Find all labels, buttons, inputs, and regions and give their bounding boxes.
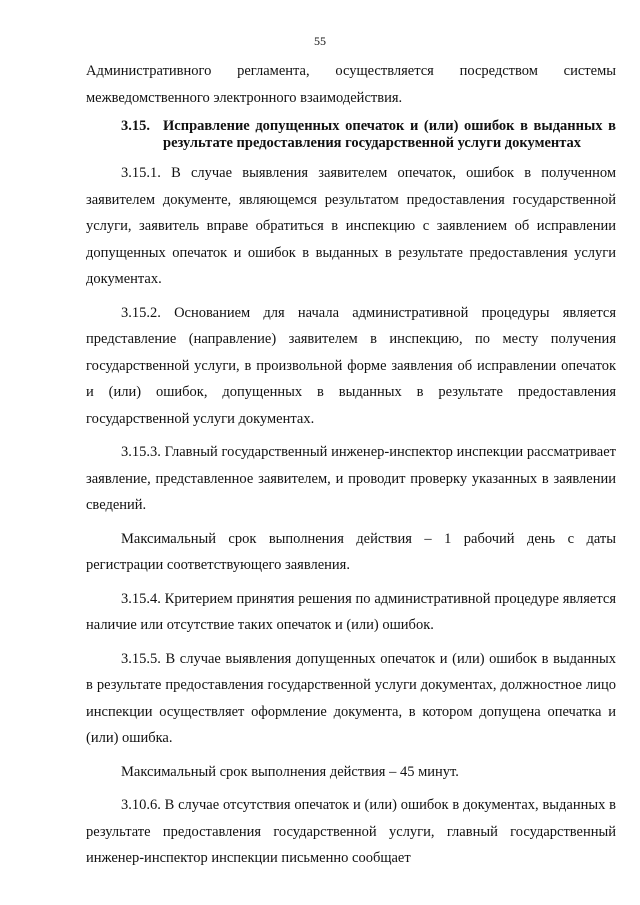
page-number: 55 xyxy=(314,34,326,48)
paragraph-3-15-1: 3.15.1. В случае выявления заявителем опечаток, ошибок в полученном заявителем документе, являющемся результатом предоставления государственной услуги, заявитель вправе обратиться в инспекцию с заявлением об исправлении допущенных опечаток и ошибок в выданных в результате предоставления услуги документах. xyxy=(86,165,616,287)
paragraph-max-time-2: Максимальный срок выполнения действия – 45 минут. xyxy=(121,763,459,780)
paragraph-continuation: Административного регламента, осуществляется посредством системы межведомственного электронного взаимодействия. xyxy=(86,63,616,106)
paragraph-3-10-6: 3.10.6. В случае отсутствия опечаток и (или) ошибок в документах, выданных в результате предоставления государственной услуги, главный государственный инженер-инспектор инспекции письменно сообщает xyxy=(86,797,616,866)
paragraph-3-15-3: 3.15.3. Главный государственный инженер-инспектор инспекции рассматривает заявление, представленное заявителем, и проводит проверку указанных в заявлении сведений. xyxy=(86,444,616,513)
paragraph-3-15-2: 3.15.2. Основанием для начала административной процедуры является представление (направление) заявителем в инспекцию, по месту получения государственной услуги, в произвольной форме заявления об исправлении опечаток и (или) ошибок, допущенных в выданных в результате предоставления государственной услуги документах. xyxy=(86,304,616,427)
section-title: Исправление допущенных опечаток и (или) ошибок в выданных в результате предоставления государственной услуги документах xyxy=(163,118,616,151)
paragraph-3-15-5: 3.15.5. В случае выявления допущенных опечаток и (или) ошибок в выданных в результате предоставления государственной услуги документах, должностное лицо инспекции осуществляет оформление документа, в котором допущена опечатка и (или) ошибка. xyxy=(86,650,616,746)
paragraph-3-15-4: 3.15.4. Критерием принятия решения по административной процедуре является наличие или отсутствие таких опечаток и (или) ошибок. xyxy=(86,590,616,633)
section-number: 3.15. xyxy=(121,118,150,134)
document-body xyxy=(86,58,616,872)
section-heading xyxy=(121,118,616,152)
paragraph-max-time-1: Максимальный срок выполнения действия – 1 рабочий день с даты регистрации соответствующего заявления. xyxy=(86,530,616,573)
